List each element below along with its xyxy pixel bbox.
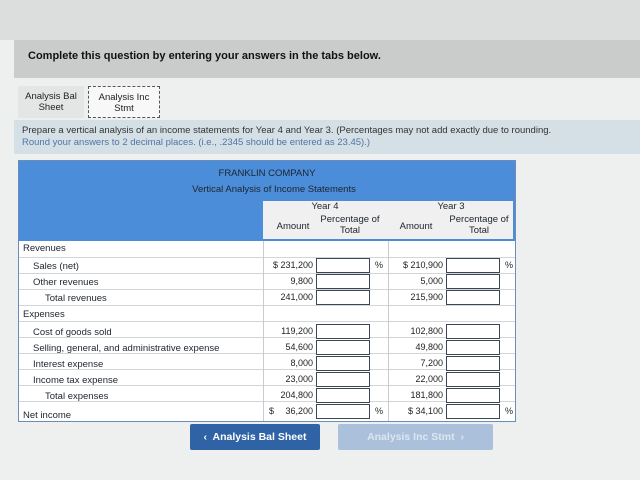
row-divider: [19, 289, 515, 290]
top-bar: [0, 0, 640, 40]
year3-amount: 215,900: [410, 292, 443, 302]
year3-pct-input[interactable]: [446, 388, 500, 403]
net-income-year3: $ 34,100: [407, 406, 443, 416]
year3-header: Year 3: [437, 201, 465, 212]
prev-button[interactable]: [190, 424, 320, 450]
year4-amount-header: Amount: [276, 221, 310, 232]
row-label: Cost of goods sold: [33, 327, 112, 338]
question-prompt: Complete this question by entering your answers in the tabs below.: [28, 50, 381, 62]
year4-pct-header-line2: Total: [339, 225, 361, 236]
percent-sign: %: [375, 260, 384, 270]
prev-button-label: Analysis Bal Sheet: [212, 431, 307, 443]
year4-pct-header-line1: Percentage of: [320, 214, 380, 225]
year3-amount: 22,000: [415, 374, 443, 384]
year4-amount: 9,800: [290, 276, 313, 286]
year4-pct-input[interactable]: [316, 372, 370, 387]
year4-header: Year 4: [311, 201, 339, 212]
year4-pct-input[interactable]: [316, 340, 370, 355]
row-divider: [19, 321, 515, 322]
year4-pct-input[interactable]: [316, 274, 370, 289]
year3-pct-header-line2: Total: [468, 225, 490, 236]
year3-pct-input[interactable]: [446, 340, 500, 355]
tab-label-line1: Analysis Inc: [98, 92, 150, 103]
year4-net-income-pct-input[interactable]: [316, 404, 370, 419]
column-divider: [263, 241, 264, 421]
year4-pct-input[interactable]: [316, 388, 370, 403]
row-label: Total revenues: [45, 293, 107, 304]
year3-pct-input[interactable]: [446, 274, 500, 289]
row-divider: [19, 305, 515, 306]
tab-label-line2: Stmt: [114, 103, 134, 114]
year4-amount: 204,800: [280, 390, 313, 400]
year3-amount: 102,800: [410, 326, 443, 336]
table-header: [19, 161, 515, 241]
year4-pct-input[interactable]: [316, 356, 370, 371]
income-statement-table: [18, 160, 516, 422]
instructions-hint: Round your answers to 2 decimal places. (i.e., .2345 should be entered as 23.45).): [22, 137, 371, 148]
next-button[interactable]: [338, 424, 493, 450]
year3-pct-input[interactable]: [446, 372, 500, 387]
year3-amount-header: Amount: [399, 221, 433, 232]
year4-pct-input[interactable]: [316, 324, 370, 339]
year4-amount: 119,200: [281, 326, 313, 336]
year4-pct-input[interactable]: [316, 290, 370, 305]
net-income-dollar: $: [269, 406, 275, 416]
year4-pct-input[interactable]: [316, 258, 370, 273]
row-label: Selling, general, and administrative expense: [33, 343, 220, 354]
net-income-label: Net income: [23, 410, 72, 421]
row-divider: [19, 273, 515, 274]
row-label: Interest expense: [33, 359, 104, 370]
percent-sign: %: [375, 406, 384, 416]
year4-amount: 23,000: [285, 374, 313, 384]
year3-amount: 5,000: [420, 276, 443, 286]
year3-amount: 181,800: [410, 390, 443, 400]
year3-pct-header-line1: Percentage of: [449, 214, 509, 225]
row-label: Total expenses: [45, 391, 109, 402]
table-title: Vertical Analysis of Income Statements: [192, 184, 356, 195]
tab-label-line2: Sheet: [38, 102, 64, 113]
year3-pct-input[interactable]: [446, 356, 500, 371]
row-divider: [19, 257, 515, 258]
tab-label-line1: Analysis Bal: [25, 91, 77, 102]
year3-pct-input[interactable]: [446, 324, 500, 339]
year3-pct-input[interactable]: [446, 258, 500, 273]
year3-amount: 49,800: [415, 342, 443, 352]
year4-amount: 54,600: [285, 342, 313, 352]
next-button-label: Analysis Inc Stmt: [367, 431, 455, 443]
tab-analysis-bal-sheet[interactable]: [18, 86, 84, 118]
row-label: Income tax expense: [33, 375, 119, 386]
question-banner: [14, 40, 640, 78]
revenues-heading: Revenues: [23, 243, 66, 254]
percent-sign: %: [505, 260, 514, 270]
column-divider: [388, 241, 389, 421]
year3-pct-input[interactable]: [446, 290, 500, 305]
instructions: [14, 120, 640, 154]
tab-analysis-inc-stmt[interactable]: [88, 86, 160, 118]
year3-amount: 7,200: [420, 358, 443, 368]
year4-amount: $ 231,200: [272, 260, 313, 270]
chevron-left-icon: ‹: [203, 431, 208, 443]
expenses-heading: Expenses: [23, 309, 65, 320]
row-label: Other revenues: [33, 277, 99, 288]
instructions-main: Prepare a vertical analysis of an income statements for Year 4 and Year 3. (Percentages may not add exactly due to rounding.: [22, 125, 552, 136]
year4-amount: 8,000: [290, 358, 313, 368]
chevron-right-icon: ›: [460, 431, 464, 443]
net-income-year4: 36,200: [285, 406, 313, 416]
year4-amount: 241,000: [280, 292, 313, 302]
company-name: FRANKLIN COMPANY: [218, 168, 316, 179]
year3-amount: $ 210,900: [402, 260, 443, 270]
percent-sign: %: [505, 406, 514, 416]
year3-net-income-pct-input[interactable]: [446, 404, 500, 419]
row-label: Sales (net): [33, 261, 79, 272]
